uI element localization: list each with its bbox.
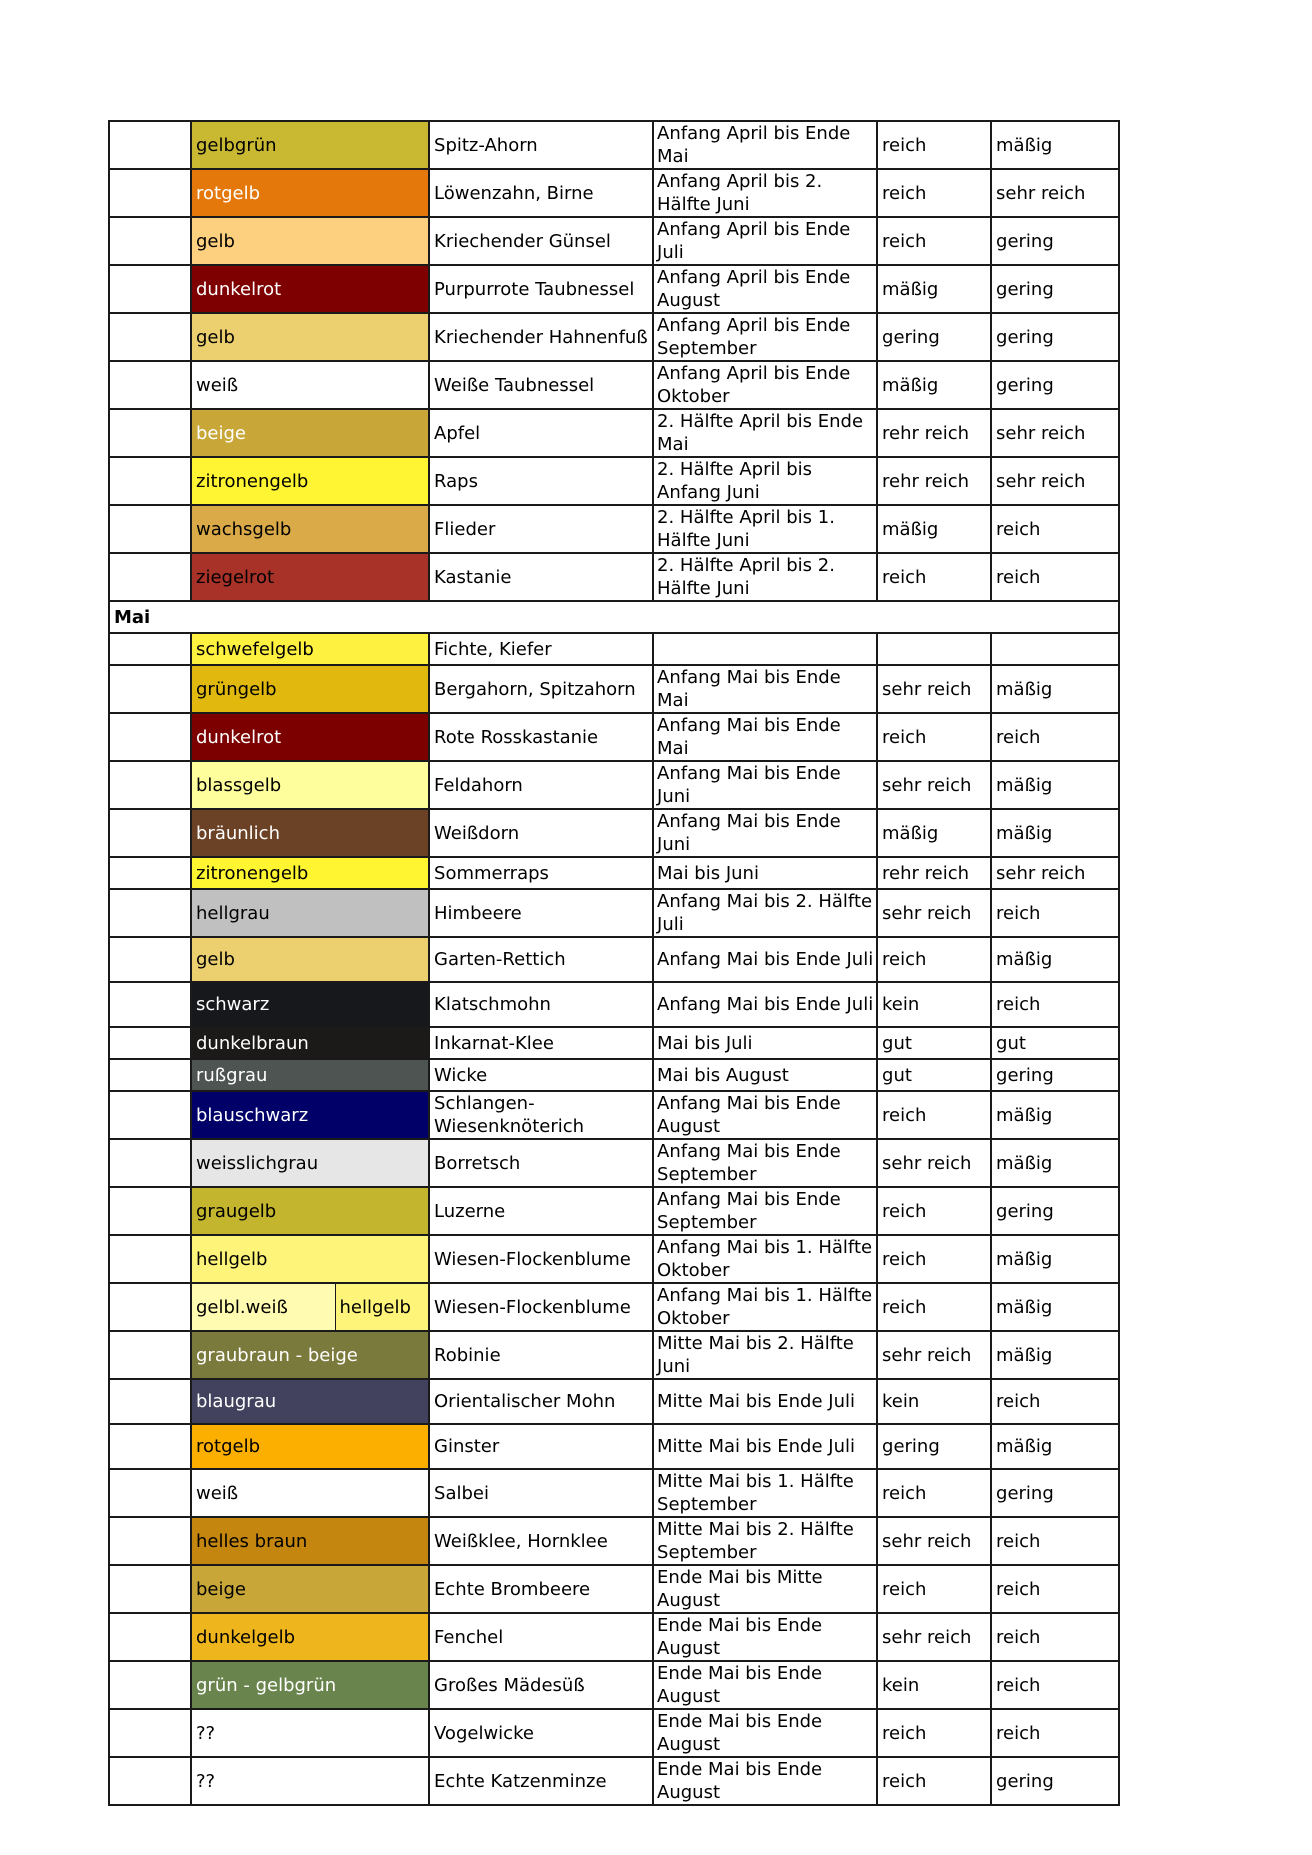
- nectar-cell: rehr reich: [877, 409, 991, 457]
- pollen-cell: gering: [991, 313, 1119, 361]
- pollen-cell: reich: [991, 889, 1119, 937]
- table-row: [109, 1757, 1119, 1805]
- plant-name-cell: Luzerne: [429, 1187, 653, 1235]
- nectar-cell: reich: [877, 1757, 991, 1805]
- pollen-cell: gering: [991, 1059, 1119, 1091]
- color-swatch: zitronengelb: [191, 857, 429, 889]
- nectar-cell: reich: [877, 1469, 991, 1517]
- bloom-period-cell: Mitte Mai bis 2. Hälfte September: [653, 1517, 877, 1565]
- table-row: [109, 1517, 1119, 1565]
- bloom-period-cell: Ende Mai bis Ende August: [653, 1757, 877, 1805]
- month-cell: [109, 169, 191, 217]
- plant-name-cell: Kriechender Hahnenfuß: [429, 313, 653, 361]
- month-cell: [109, 1059, 191, 1091]
- plant-name-cell: Bergahorn, Spitzahorn: [429, 665, 653, 713]
- plant-name-cell: Wiesen-Flockenblume: [429, 1283, 653, 1331]
- bloom-period-cell: Anfang Mai bis Ende Mai: [653, 665, 877, 713]
- bloom-period-cell: Mitte Mai bis 2. Hälfte Juni: [653, 1331, 877, 1379]
- pollen-cell: gut: [991, 1027, 1119, 1059]
- table-row: [109, 1139, 1119, 1187]
- plant-name-cell: Klatschmohn: [429, 982, 653, 1027]
- color-swatch: dunkelbraun: [191, 1027, 429, 1059]
- nectar-cell: mäßig: [877, 505, 991, 553]
- color-swatch: gelb: [191, 937, 429, 982]
- pollen-cell: reich: [991, 1565, 1119, 1613]
- plant-name-cell: Robinie: [429, 1331, 653, 1379]
- month-cell: [109, 1613, 191, 1661]
- plant-name-cell: Flieder: [429, 505, 653, 553]
- pollen-cell: mäßig: [991, 665, 1119, 713]
- pollen-cell: reich: [991, 1517, 1119, 1565]
- plant-name-cell: Rote Rosskastanie: [429, 713, 653, 761]
- month-cell: [109, 1331, 191, 1379]
- month-cell: [109, 857, 191, 889]
- month-cell: [109, 937, 191, 982]
- month-cell: [109, 665, 191, 713]
- bloom-period-cell: Anfang Mai bis Ende September: [653, 1139, 877, 1187]
- pollen-cell: sehr reich: [991, 457, 1119, 505]
- pollen-cell: reich: [991, 1613, 1119, 1661]
- month-cell: [109, 505, 191, 553]
- plant-name-cell: Echte Brombeere: [429, 1565, 653, 1613]
- table-row: [109, 1091, 1119, 1139]
- color-swatch: zitronengelb: [191, 457, 429, 505]
- nectar-cell: sehr reich: [877, 761, 991, 809]
- pollen-table: [108, 120, 1120, 1806]
- bloom-period-cell: Anfang Mai bis 1. Hälfte Oktober: [653, 1235, 877, 1283]
- plant-name-cell: Garten-Rettich: [429, 937, 653, 982]
- month-cell: [109, 1027, 191, 1059]
- nectar-cell: sehr reich: [877, 1613, 991, 1661]
- plant-name-cell: Kriechender Günsel: [429, 217, 653, 265]
- plant-name-cell: Weißklee, Hornklee: [429, 1517, 653, 1565]
- month-cell: [109, 1235, 191, 1283]
- bloom-period-cell: Ende Mai bis Ende August: [653, 1709, 877, 1757]
- plant-name-cell: Fichte, Kiefer: [429, 633, 653, 665]
- color-swatch: schwefelgelb: [191, 633, 429, 665]
- color-swatch: ziegelrot: [191, 553, 429, 601]
- pollen-cell: gering: [991, 265, 1119, 313]
- bloom-period-cell: Ende Mai bis Ende August: [653, 1613, 877, 1661]
- plant-name-cell: Großes Mädesüß: [429, 1661, 653, 1709]
- month-heading: Mai: [109, 601, 1119, 633]
- bloom-period-cell: Mitte Mai bis Ende Juli: [653, 1424, 877, 1469]
- month-cell: [109, 1517, 191, 1565]
- color-swatch: bräunlich: [191, 809, 429, 857]
- month-cell: [109, 265, 191, 313]
- plant-name-cell: Purpurrote Taubnessel: [429, 265, 653, 313]
- nectar-cell: rehr reich: [877, 457, 991, 505]
- plant-name-cell: Kastanie: [429, 553, 653, 601]
- month-cell: [109, 761, 191, 809]
- table-row: [109, 1235, 1119, 1283]
- month-cell: [109, 409, 191, 457]
- month-cell: [109, 1661, 191, 1709]
- pollen-cell: mäßig: [991, 937, 1119, 982]
- bloom-period-cell: Anfang April bis Ende Oktober: [653, 361, 877, 409]
- month-cell: [109, 889, 191, 937]
- bloom-period-cell: Anfang April bis 2. Hälfte Juni: [653, 169, 877, 217]
- bloom-period-cell: Mai bis Juni: [653, 857, 877, 889]
- table-row: [109, 937, 1119, 982]
- bloom-period-cell: [653, 633, 877, 665]
- bloom-period-cell: 2. Hälfte April bis Anfang Juni: [653, 457, 877, 505]
- pollen-cell: gering: [991, 1757, 1119, 1805]
- pollen-cell: sehr reich: [991, 169, 1119, 217]
- nectar-cell: mäßig: [877, 361, 991, 409]
- table-row: [109, 857, 1119, 889]
- plant-name-cell: Sommerraps: [429, 857, 653, 889]
- pollen-cell: mäßig: [991, 1091, 1119, 1139]
- nectar-cell: reich: [877, 1091, 991, 1139]
- bloom-period-cell: Anfang April bis Ende Mai: [653, 121, 877, 169]
- color-swatch: rußgrau: [191, 1059, 429, 1091]
- bloom-period-cell: 2. Hälfte April bis Ende Mai: [653, 409, 877, 457]
- bloom-period-cell: Anfang April bis Ende Juli: [653, 217, 877, 265]
- month-cell: [109, 633, 191, 665]
- color-swatch: schwarz: [191, 982, 429, 1027]
- color-swatch: hellgrau: [191, 889, 429, 937]
- month-cell: [109, 1379, 191, 1424]
- plant-name-cell: Weiße Taubnessel: [429, 361, 653, 409]
- bloom-period-cell: Anfang Mai bis Ende Juli: [653, 982, 877, 1027]
- bloom-period-cell: Anfang Mai bis 1. Hälfte Oktober: [653, 1283, 877, 1331]
- pollen-cell: gering: [991, 217, 1119, 265]
- pollen-cell: mäßig: [991, 1139, 1119, 1187]
- nectar-cell: gut: [877, 1059, 991, 1091]
- color-swatch-secondary: hellgelb: [335, 1283, 429, 1331]
- table-row: [109, 121, 1119, 169]
- table-row: [109, 1565, 1119, 1613]
- table-row: [109, 889, 1119, 937]
- color-swatch: dunkelgelb: [191, 1613, 429, 1661]
- nectar-cell: sehr reich: [877, 665, 991, 713]
- plant-name-cell: Echte Katzenminze: [429, 1757, 653, 1805]
- nectar-cell: reich: [877, 1709, 991, 1757]
- month-row: [109, 601, 1119, 633]
- month-cell: [109, 1757, 191, 1805]
- pollen-cell: reich: [991, 1379, 1119, 1424]
- bloom-period-cell: Anfang April bis Ende September: [653, 313, 877, 361]
- color-swatch: grün - gelbgrün: [191, 1661, 429, 1709]
- bloom-period-cell: Mitte Mai bis Ende Juli: [653, 1379, 877, 1424]
- plant-name-cell: Ginster: [429, 1424, 653, 1469]
- table-row: [109, 982, 1119, 1027]
- table-row: [109, 1331, 1119, 1379]
- plant-name-cell: Schlangen-Wiesenknöterich: [429, 1091, 653, 1139]
- nectar-cell: kein: [877, 1661, 991, 1709]
- nectar-cell: gering: [877, 313, 991, 361]
- color-swatch: blaugrau: [191, 1379, 429, 1424]
- color-swatch: blauschwarz: [191, 1091, 429, 1139]
- month-cell: [109, 313, 191, 361]
- month-cell: [109, 713, 191, 761]
- plant-name-cell: Weißdorn: [429, 809, 653, 857]
- pollen-cell: reich: [991, 505, 1119, 553]
- table-row: [109, 1187, 1119, 1235]
- color-swatch: gelbl.weiß: [191, 1283, 335, 1331]
- plant-name-cell: Salbei: [429, 1469, 653, 1517]
- bloom-period-cell: Mai bis Juli: [653, 1027, 877, 1059]
- month-cell: [109, 361, 191, 409]
- pollen-cell: reich: [991, 713, 1119, 761]
- pollen-cell: mäßig: [991, 1235, 1119, 1283]
- nectar-cell: gut: [877, 1027, 991, 1059]
- bloom-period-cell: 2. Hälfte April bis 2. Hälfte Juni: [653, 553, 877, 601]
- nectar-cell: sehr reich: [877, 889, 991, 937]
- table-row: [109, 1027, 1119, 1059]
- pollen-cell: mäßig: [991, 121, 1119, 169]
- bloom-period-cell: Anfang Mai bis 2. Hälfte Juli: [653, 889, 877, 937]
- table-row: [109, 457, 1119, 505]
- pollen-cell: gering: [991, 1469, 1119, 1517]
- plant-name-cell: Feldahorn: [429, 761, 653, 809]
- pollen-cell: [991, 633, 1119, 665]
- nectar-cell: reich: [877, 937, 991, 982]
- nectar-cell: mäßig: [877, 809, 991, 857]
- pollen-cell: mäßig: [991, 761, 1119, 809]
- table-row: [109, 665, 1119, 713]
- month-cell: [109, 809, 191, 857]
- nectar-cell: reich: [877, 121, 991, 169]
- color-swatch: grüngelb: [191, 665, 429, 713]
- table-row: [109, 505, 1119, 553]
- nectar-cell: reich: [877, 1235, 991, 1283]
- color-swatch: weiß: [191, 1469, 429, 1517]
- table-row: [109, 713, 1119, 761]
- month-cell: [109, 1091, 191, 1139]
- plant-name-cell: Inkarnat-Klee: [429, 1027, 653, 1059]
- bloom-period-cell: Anfang April bis Ende August: [653, 265, 877, 313]
- month-cell: [109, 1187, 191, 1235]
- bloom-period-cell: Anfang Mai bis Ende Juli: [653, 937, 877, 982]
- color-swatch: graugelb: [191, 1187, 429, 1235]
- table-row: [109, 361, 1119, 409]
- plant-name-cell: Himbeere: [429, 889, 653, 937]
- plant-name-cell: Wicke: [429, 1059, 653, 1091]
- color-swatch: hellgelb: [191, 1235, 429, 1283]
- color-swatch: gelbgrün: [191, 121, 429, 169]
- nectar-cell: mäßig: [877, 265, 991, 313]
- table-row: [109, 809, 1119, 857]
- plant-name-cell: Löwenzahn, Birne: [429, 169, 653, 217]
- nectar-cell: kein: [877, 1379, 991, 1424]
- bloom-period-cell: Mitte Mai bis 1. Hälfte September: [653, 1469, 877, 1517]
- plant-name-cell: Orientalischer Mohn: [429, 1379, 653, 1424]
- color-swatch: dunkelrot: [191, 713, 429, 761]
- color-swatch: weiß: [191, 361, 429, 409]
- nectar-cell: rehr reich: [877, 857, 991, 889]
- color-swatch: dunkelrot: [191, 265, 429, 313]
- month-cell: [109, 217, 191, 265]
- table-row: [109, 169, 1119, 217]
- plant-name-cell: Vogelwicke: [429, 1709, 653, 1757]
- plant-name-cell: Raps: [429, 457, 653, 505]
- month-cell: [109, 1565, 191, 1613]
- pollen-cell: mäßig: [991, 809, 1119, 857]
- pollen-cell: mäßig: [991, 1283, 1119, 1331]
- nectar-cell: reich: [877, 1565, 991, 1613]
- bloom-period-cell: Anfang Mai bis Ende Mai: [653, 713, 877, 761]
- month-cell: [109, 1709, 191, 1757]
- nectar-cell: reich: [877, 169, 991, 217]
- color-swatch: beige: [191, 1565, 429, 1613]
- bloom-period-cell: 2. Hälfte April bis 1. Hälfte Juni: [653, 505, 877, 553]
- color-swatch: graubraun - beige: [191, 1331, 429, 1379]
- nectar-cell: sehr reich: [877, 1517, 991, 1565]
- table-row: [109, 761, 1119, 809]
- color-swatch: rotgelb: [191, 1424, 429, 1469]
- month-cell: [109, 1283, 191, 1331]
- table-row: [109, 633, 1119, 665]
- color-swatch: beige: [191, 409, 429, 457]
- month-cell: [109, 982, 191, 1027]
- bloom-period-cell: Anfang Mai bis Ende September: [653, 1187, 877, 1235]
- table-row: [109, 217, 1119, 265]
- pollen-cell: gering: [991, 361, 1119, 409]
- nectar-cell: kein: [877, 982, 991, 1027]
- plant-name-cell: Apfel: [429, 409, 653, 457]
- table-row: [109, 1469, 1119, 1517]
- bloom-period-cell: Anfang Mai bis Ende Juni: [653, 809, 877, 857]
- color-swatch: ??: [191, 1757, 429, 1805]
- bloom-period-cell: Ende Mai bis Ende August: [653, 1661, 877, 1709]
- table-row: [109, 313, 1119, 361]
- month-cell: [109, 553, 191, 601]
- pollen-cell: mäßig: [991, 1331, 1119, 1379]
- color-swatch: gelb: [191, 217, 429, 265]
- nectar-cell: gering: [877, 1424, 991, 1469]
- color-swatch: gelb: [191, 313, 429, 361]
- bloom-period-cell: Ende Mai bis Mitte August: [653, 1565, 877, 1613]
- table-row: [109, 1059, 1119, 1091]
- nectar-cell: reich: [877, 1283, 991, 1331]
- table-row: [109, 265, 1119, 313]
- nectar-cell: sehr reich: [877, 1331, 991, 1379]
- pollen-cell: reich: [991, 553, 1119, 601]
- color-swatch: rotgelb: [191, 169, 429, 217]
- month-cell: [109, 1424, 191, 1469]
- pollen-cell: reich: [991, 982, 1119, 1027]
- nectar-cell: sehr reich: [877, 1139, 991, 1187]
- pollen-cell: reich: [991, 1709, 1119, 1757]
- nectar-cell: reich: [877, 713, 991, 761]
- pollen-cell: sehr reich: [991, 409, 1119, 457]
- bloom-period-cell: Mai bis August: [653, 1059, 877, 1091]
- pollen-cell: gering: [991, 1187, 1119, 1235]
- color-swatch: weisslichgrau: [191, 1139, 429, 1187]
- bloom-period-cell: Anfang Mai bis Ende August: [653, 1091, 877, 1139]
- nectar-cell: [877, 633, 991, 665]
- table-row: [109, 1283, 1119, 1331]
- month-cell: [109, 457, 191, 505]
- pollen-cell: sehr reich: [991, 857, 1119, 889]
- plant-name-cell: Wiesen-Flockenblume: [429, 1235, 653, 1283]
- plant-name-cell: Fenchel: [429, 1613, 653, 1661]
- table-row: [109, 1424, 1119, 1469]
- table-row: [109, 1709, 1119, 1757]
- color-swatch: wachsgelb: [191, 505, 429, 553]
- table-row: [109, 409, 1119, 457]
- month-cell: [109, 1139, 191, 1187]
- table-row: [109, 553, 1119, 601]
- pollen-cell: reich: [991, 1661, 1119, 1709]
- pollen-cell: mäßig: [991, 1424, 1119, 1469]
- month-cell: [109, 1469, 191, 1517]
- table-row: [109, 1661, 1119, 1709]
- nectar-cell: reich: [877, 553, 991, 601]
- color-swatch: ??: [191, 1709, 429, 1757]
- month-cell: [109, 121, 191, 169]
- nectar-cell: reich: [877, 217, 991, 265]
- plant-name-cell: Spitz-Ahorn: [429, 121, 653, 169]
- bloom-period-cell: Anfang Mai bis Ende Juni: [653, 761, 877, 809]
- color-swatch: blassgelb: [191, 761, 429, 809]
- color-swatch: helles braun: [191, 1517, 429, 1565]
- plant-name-cell: Borretsch: [429, 1139, 653, 1187]
- table-row: [109, 1379, 1119, 1424]
- nectar-cell: reich: [877, 1187, 991, 1235]
- table-row: [109, 1613, 1119, 1661]
